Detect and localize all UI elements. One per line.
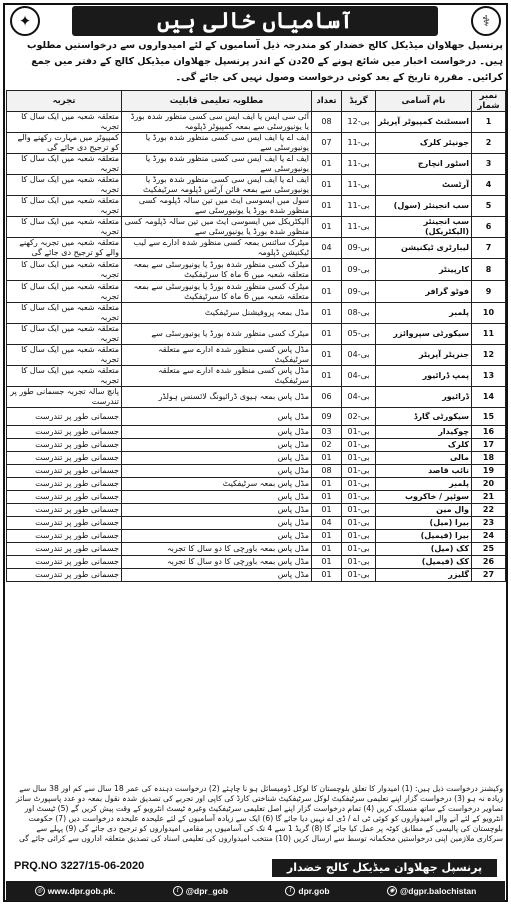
row-experience: متعلقہ شعبہ میں ایک سال کا تجربہ: [7, 259, 122, 281]
row-grade: بی-01: [342, 452, 376, 465]
table-row: [7, 133, 506, 154]
row-post: پمپ ڈرائیور: [376, 366, 472, 387]
row-experience: جسمانی طور پر تندرست: [7, 543, 122, 556]
table-row: [7, 465, 506, 478]
row-grade: بی-05: [342, 324, 376, 345]
row-serial: 3: [472, 154, 506, 175]
row-grade: بی-04: [342, 366, 376, 387]
table-row: [7, 387, 506, 408]
row-qualification: میٹرک کسی منظور شدہ بورڈ یا یونیورسٹی سے: [122, 324, 312, 345]
row-qualification: مڈل پاس: [122, 426, 312, 439]
twitter-link[interactable]: t @dpr_gob: [173, 886, 228, 896]
row-grade: بی-02: [342, 408, 376, 426]
table-row: [7, 543, 506, 556]
row-serial: 5: [472, 196, 506, 217]
row-experience: متعلقہ شعبہ میں ایک سال کا تجربہ: [7, 112, 122, 133]
row-serial: 19: [472, 465, 506, 478]
row-post: سیکورٹی سپروائزر: [376, 324, 472, 345]
row-count: 04: [312, 517, 342, 530]
table-row: [7, 154, 506, 175]
row-qualification: میٹرک سائنس بمعہ کسی منظور شدہ ادارے سے لیب ٹیکنیشن ڈپلومہ: [122, 238, 312, 259]
row-count: 01: [312, 491, 342, 504]
table-row: [7, 175, 506, 196]
row-count: 02: [312, 439, 342, 452]
table-row: [7, 408, 506, 426]
row-post: پلمبر: [376, 303, 472, 324]
row-qualification: مڈل پاس بمعہ باورچی کا دو سال کا تجربہ: [122, 556, 312, 569]
row-grade: بی-09: [342, 259, 376, 281]
row-serial: 8: [472, 259, 506, 281]
row-qualification: ایف اے یا ایف ایس سی کسی منظور شدہ بورڈ یا یونیورسٹی سے: [122, 154, 312, 175]
row-post: کارپینٹر: [376, 259, 472, 281]
row-count: 03: [312, 426, 342, 439]
row-post: آرٹسٹ: [376, 175, 472, 196]
row-post: کلرک: [376, 439, 472, 452]
row-count: 01: [312, 345, 342, 366]
row-count: 04: [312, 238, 342, 259]
row-count: 01: [312, 175, 342, 196]
college-logo-icon: ⚕: [471, 6, 501, 36]
row-grade: بی-11: [342, 133, 376, 154]
row-qualification: آئی سی ایس یا ایف ایس سی کسی منظور شدہ بورڈ یا یونیورسٹی سے بمعہ کمپیوٹر ڈپلومہ: [122, 112, 312, 133]
row-qualification: مڈل پاس: [122, 452, 312, 465]
row-experience: متعلقہ شعبہ میں تجربہ رکھنے والے کو ترجیح دی جائے گی: [7, 238, 122, 259]
row-qualification: مڈل پاس کسی منظور شدہ ادارے سے متعلقہ سرٹیفکیٹ: [122, 345, 312, 366]
table-header-row: [7, 91, 506, 112]
row-grade: بی-01: [342, 478, 376, 491]
row-post: جونیئر کلرک: [376, 133, 472, 154]
footer: [6, 857, 505, 879]
row-post: لیبارٹری ٹیکنیشن: [376, 238, 472, 259]
row-qualification: مڈل پاس: [122, 569, 312, 582]
row-serial: 20: [472, 478, 506, 491]
row-qualification: مڈل پاس: [122, 439, 312, 452]
table-row: [7, 517, 506, 530]
table-row: [7, 556, 506, 569]
table-row: [7, 259, 506, 281]
row-experience: کمپیوٹر میں مہارت رکھنے والے کو ترجیح دی جائے گی: [7, 133, 122, 154]
header-grade: گریڈ: [342, 91, 376, 112]
row-post: ڈرائیور: [376, 387, 472, 408]
row-qualification: میٹرک کسی منظور شدہ بورڈ یا یونیورسٹی سے بمعہ متعلقہ شعبہ میں 6 ماہ کا سرٹیفکیٹ: [122, 259, 312, 281]
table-row: [7, 217, 506, 238]
row-count: 01: [312, 366, 342, 387]
table-row: [7, 504, 506, 517]
row-serial: 22: [472, 504, 506, 517]
table-row: [7, 366, 506, 387]
row-post: بیرا (میل): [376, 517, 472, 530]
row-qualification: مڈل پاس: [122, 408, 312, 426]
row-serial: 14: [472, 387, 506, 408]
row-experience: جسمانی طور پر تندرست: [7, 439, 122, 452]
row-serial: 21: [472, 491, 506, 504]
row-grade: بی-01: [342, 504, 376, 517]
row-grade: بی-01: [342, 426, 376, 439]
table-row: [7, 426, 506, 439]
row-grade: بی-01: [342, 491, 376, 504]
row-experience: متعلقہ شعبہ میں ایک سال کا تجربہ: [7, 281, 122, 303]
page-title: آسامیاں خالی ہیں: [72, 6, 438, 36]
row-count: 01: [312, 217, 342, 238]
table-row: [7, 478, 506, 491]
row-count: 01: [312, 452, 342, 465]
row-serial: 15: [472, 408, 506, 426]
row-grade: بی-01: [342, 543, 376, 556]
row-serial: 27: [472, 569, 506, 582]
row-experience: متعلقہ شعبہ میں ایک سال کا تجربہ: [7, 175, 122, 196]
row-qualification: الیکٹریکل میں ایسوسی ایٹ میں تین سالہ ڈپلومہ کسی منظور شدہ بورڈ یا یونیورسٹی سے: [122, 217, 312, 238]
row-serial: 18: [472, 452, 506, 465]
table-row: [7, 324, 506, 345]
row-experience: متعلقہ شعبہ میں ایک سال کا تجربہ: [7, 345, 122, 366]
table-row: [7, 491, 506, 504]
row-experience: جسمانی طور پر تندرست: [7, 465, 122, 478]
facebook-icon: f: [285, 886, 295, 896]
row-grade: بی-01: [342, 439, 376, 452]
row-serial: 26: [472, 556, 506, 569]
row-experience: متعلقہ شعبہ میں ایک سال کا تجربہ: [7, 324, 122, 345]
row-count: 08: [312, 112, 342, 133]
row-count: 01: [312, 478, 342, 491]
row-post: کک (میل): [376, 543, 472, 556]
row-grade: بی-04: [342, 345, 376, 366]
balochistan-emblem-icon: ✦: [10, 6, 40, 36]
row-count: 01: [312, 569, 342, 582]
row-serial: 12: [472, 345, 506, 366]
row-grade: بی-09: [342, 238, 376, 259]
row-experience: متعلقہ شعبہ میں ایک سال کا تجربہ: [7, 303, 122, 324]
row-serial: 4: [472, 175, 506, 196]
row-serial: 10: [472, 303, 506, 324]
row-experience: جسمانی طور پر تندرست: [7, 408, 122, 426]
row-serial: 23: [472, 517, 506, 530]
table-row: [7, 345, 506, 366]
row-grade: بی-11: [342, 217, 376, 238]
row-count: 01: [312, 504, 342, 517]
row-post: گلیزر: [376, 569, 472, 582]
table-row: [7, 196, 506, 217]
row-experience: جسمانی طور پر تندرست: [7, 530, 122, 543]
row-serial: 9: [472, 281, 506, 303]
row-grade: بی-01: [342, 530, 376, 543]
row-count: 01: [312, 281, 342, 303]
row-count: 09: [312, 408, 342, 426]
row-qualification: مڈل پاس بمعہ باورچی کا دو سال کا تجربہ: [122, 543, 312, 556]
row-post: بیرا (فیمیل): [376, 530, 472, 543]
row-qualification: مڈل پاس بمعہ ہیوی ڈرائیونگ لائسنس ہولڈر: [122, 387, 312, 408]
row-count: 07: [312, 133, 342, 154]
row-grade: بی-12: [342, 112, 376, 133]
row-post: سوئپر / خاکروب: [376, 491, 472, 504]
prq-number: PRQ.NO 3227/15-06-2020: [14, 860, 145, 872]
table-row: [7, 569, 506, 582]
row-serial: 17: [472, 439, 506, 452]
row-post: سیکورٹی گارڈ: [376, 408, 472, 426]
row-grade: بی-01: [342, 569, 376, 582]
row-count: 01: [312, 556, 342, 569]
header: [6, 6, 505, 36]
row-qualification: مڈل پاس: [122, 517, 312, 530]
row-post: نائب قاصد: [376, 465, 472, 478]
row-count: 01: [312, 530, 342, 543]
row-experience: جسمانی طور پر تندرست: [7, 569, 122, 582]
header-serial: نمبر شمار: [472, 91, 506, 112]
row-qualification: مڈل پاس: [122, 465, 312, 478]
row-post: چوکیدار: [376, 426, 472, 439]
row-qualification: مڈل پاس: [122, 504, 312, 517]
row-experience: جسمانی طور پر تندرست: [7, 504, 122, 517]
row-experience: جسمانی طور پر تندرست: [7, 556, 122, 569]
website-link[interactable]: ◎ www.dpr.gob.pk.: [35, 886, 116, 896]
row-grade: بی-11: [342, 196, 376, 217]
row-qualification: میٹرک کسی منظور شدہ بورڈ یا یونیورسٹی سے بمعہ متعلقہ شعبہ میں 6 ماہ کا سرٹیفکیٹ: [122, 281, 312, 303]
row-serial: 24: [472, 530, 506, 543]
row-qualification: مڈل پاس کسی منظور شدہ ادارے سے متعلقہ سرٹیفکیٹ: [122, 366, 312, 387]
row-post: اسٹور انچارج: [376, 154, 472, 175]
row-grade: بی-01: [342, 556, 376, 569]
header-experience: تجربہ: [7, 91, 122, 112]
vacancy-table: [6, 90, 506, 582]
row-experience: متعلقہ شعبہ میں ایک سال کا تجربہ: [7, 196, 122, 217]
table-row: [7, 238, 506, 259]
row-serial: 1: [472, 112, 506, 133]
intro-paragraph: پرنسپل جھلاوان میڈیکل کالج خضدار کو مندرجہ ذیل آسامیوں کے لئے امیدواروں سے درخواستیں مطلوب ہیں۔ درخواست اخبار میں شائع ہونے کے 20دن کے اندر پرنسپل جھلاوان میڈیکل کالج کے دفتر میں جمع کرائیں۔ مقررہ تاریخ کے بعد کوئی درخواست وصول نہیں کی جائے گی۔: [27, 40, 503, 83]
row-experience: جسمانی طور پر تندرست: [7, 491, 122, 504]
row-grade: بی-08: [342, 303, 376, 324]
row-count: 01: [312, 324, 342, 345]
row-count: 01: [312, 303, 342, 324]
row-serial: 13: [472, 366, 506, 387]
row-post: فوٹو گرافر: [376, 281, 472, 303]
row-post: جنریٹر آپریٹر: [376, 345, 472, 366]
row-post: کک (فیمیل): [376, 556, 472, 569]
facebook-link[interactable]: f dpr.gob: [285, 886, 329, 896]
instagram-link[interactable]: ◉ @dgpr.balochistan: [387, 886, 476, 896]
terms-and-conditions: وکیشنز درخواست ذیل ہیں: (1) امیدوار کا تعلق بلوچستان کا لوکل ڈومیسائل ہو نا چاہئے (2) درخواست دہندہ کی عمر 18 سال سے کم اور 38 سال سے زیادہ نہ ہو (3) درخواست گزار اپنے تعلیمی سرٹیفکیٹ لوکل سرٹیفکیٹ شناختی کارڈ کی کاپی اور تجربے کی تصدیق شدہ نقول بمعہ دو عدد پاسپورٹ سائز تصاویر درخواست کے ساتھ منسلک کریں (4) تمام درخواست گزار اپنے اصل تعلیمی سرٹیفکیٹ وغیرہ ٹیسٹ انٹرویو کے وقت پیش کریں گے (5) ٹیسٹ اور انٹرویو کے لئے آنے والے امیدواروں کو کوئی ٹی اے / ڈی اے نہیں دیا جائے گا (6) ایک سے زیادہ آسامیوں کے لئے علیحدہ علیحدہ درخواست دیں (7) حکومت بلوچستان کی پالیسی کے مطابق کوٹہ پر عمل کیا جائے گا (8) گریڈ 1 سے 4 تک کی آسامیوں پر مقامی امیدواروں کو ترجیح دی جائے گی (9) پہلے سے سرکاری ملازمین اپنی درخواستیں محکمانہ توسط سے ارسال کریں (10) منتخب امیدواروں کی تعلیمی اسناد کی تصدیق متعلقہ اداروں سے کرائی جائے گی: [16, 784, 503, 843]
row-qualification: مڈل پاس بمعہ سرٹیفکیٹ: [122, 478, 312, 491]
row-count: 01: [312, 259, 342, 281]
table-row: [7, 112, 506, 133]
row-experience: جسمانی طور پر تندرست: [7, 452, 122, 465]
row-experience: متعلقہ شعبہ میں ایک سال کا تجربہ: [7, 366, 122, 387]
row-grade: بی-11: [342, 154, 376, 175]
row-serial: 2: [472, 133, 506, 154]
table-row: [7, 303, 506, 324]
header-qualification: مطلوبہ تعلیمی قابلیت: [122, 91, 312, 112]
row-serial: 25: [472, 543, 506, 556]
row-post: اسسٹنٹ کمپیوٹر آپریٹر: [376, 112, 472, 133]
signature-block: پرنسپل جھلاوان میڈیکل کالج خضدار: [272, 859, 497, 877]
row-post: پلمبر: [376, 478, 472, 491]
row-grade: بی-11: [342, 175, 376, 196]
row-serial: 16: [472, 426, 506, 439]
row-qualification: ایف اے یا ایف ایس سی کسی منظور شدہ بورڈ یا یونیورسٹی سے بمعہ فائن آرٹس ڈپلومہ سرٹیفکیٹ: [122, 175, 312, 196]
row-experience: متعلقہ شعبہ میں ایک سال کا تجربہ: [7, 154, 122, 175]
row-grade: بی-04: [342, 387, 376, 408]
instagram-icon: ◉: [387, 886, 397, 896]
row-post: سب انجینئر (سول): [376, 196, 472, 217]
row-count: 08: [312, 465, 342, 478]
twitter-icon: t: [173, 886, 183, 896]
table-row: [7, 452, 506, 465]
row-qualification: سول میں ایسوسی ایٹ میں تین سالہ ڈپلومہ کسی منظور شدہ بورڈ یا یونیورسٹی سے: [122, 196, 312, 217]
table-row: [7, 530, 506, 543]
globe-icon: ◎: [35, 886, 45, 896]
row-post: وال مین: [376, 504, 472, 517]
row-grade: بی-01: [342, 465, 376, 478]
row-serial: 6: [472, 217, 506, 238]
row-count: 01: [312, 543, 342, 556]
row-qualification: مڈل پاس: [122, 491, 312, 504]
row-experience: پانچ سالہ تجربہ جسمانی طور پر تندرست: [7, 387, 122, 408]
row-count: 06: [312, 387, 342, 408]
row-qualification: مڈل پاس: [122, 530, 312, 543]
row-serial: 7: [472, 238, 506, 259]
row-experience: جسمانی طور پر تندرست: [7, 517, 122, 530]
row-grade: بی-01: [342, 517, 376, 530]
header-post: نام آسامی: [376, 91, 472, 112]
row-qualification: مڈل بمعہ پروفیشنل سرٹیفکیٹ: [122, 303, 312, 324]
row-experience: جسمانی طور پر تندرست: [7, 426, 122, 439]
social-bar: [6, 881, 505, 901]
row-qualification: ایف اے یا ایف ایس سی کسی منظور شدہ بورڈ یا یونیورسٹی سے: [122, 133, 312, 154]
row-count: 01: [312, 154, 342, 175]
row-grade: بی-09: [342, 281, 376, 303]
row-post: سب انجینئر (الیکٹریکل): [376, 217, 472, 238]
row-count: 01: [312, 196, 342, 217]
row-experience: متعلقہ شعبہ میں ایک سال کا تجربہ: [7, 217, 122, 238]
row-post: مالی: [376, 452, 472, 465]
table-row: [7, 439, 506, 452]
row-experience: جسمانی طور پر تندرست: [7, 478, 122, 491]
header-count: تعداد: [312, 91, 342, 112]
row-serial: 11: [472, 324, 506, 345]
table-row: [7, 281, 506, 303]
